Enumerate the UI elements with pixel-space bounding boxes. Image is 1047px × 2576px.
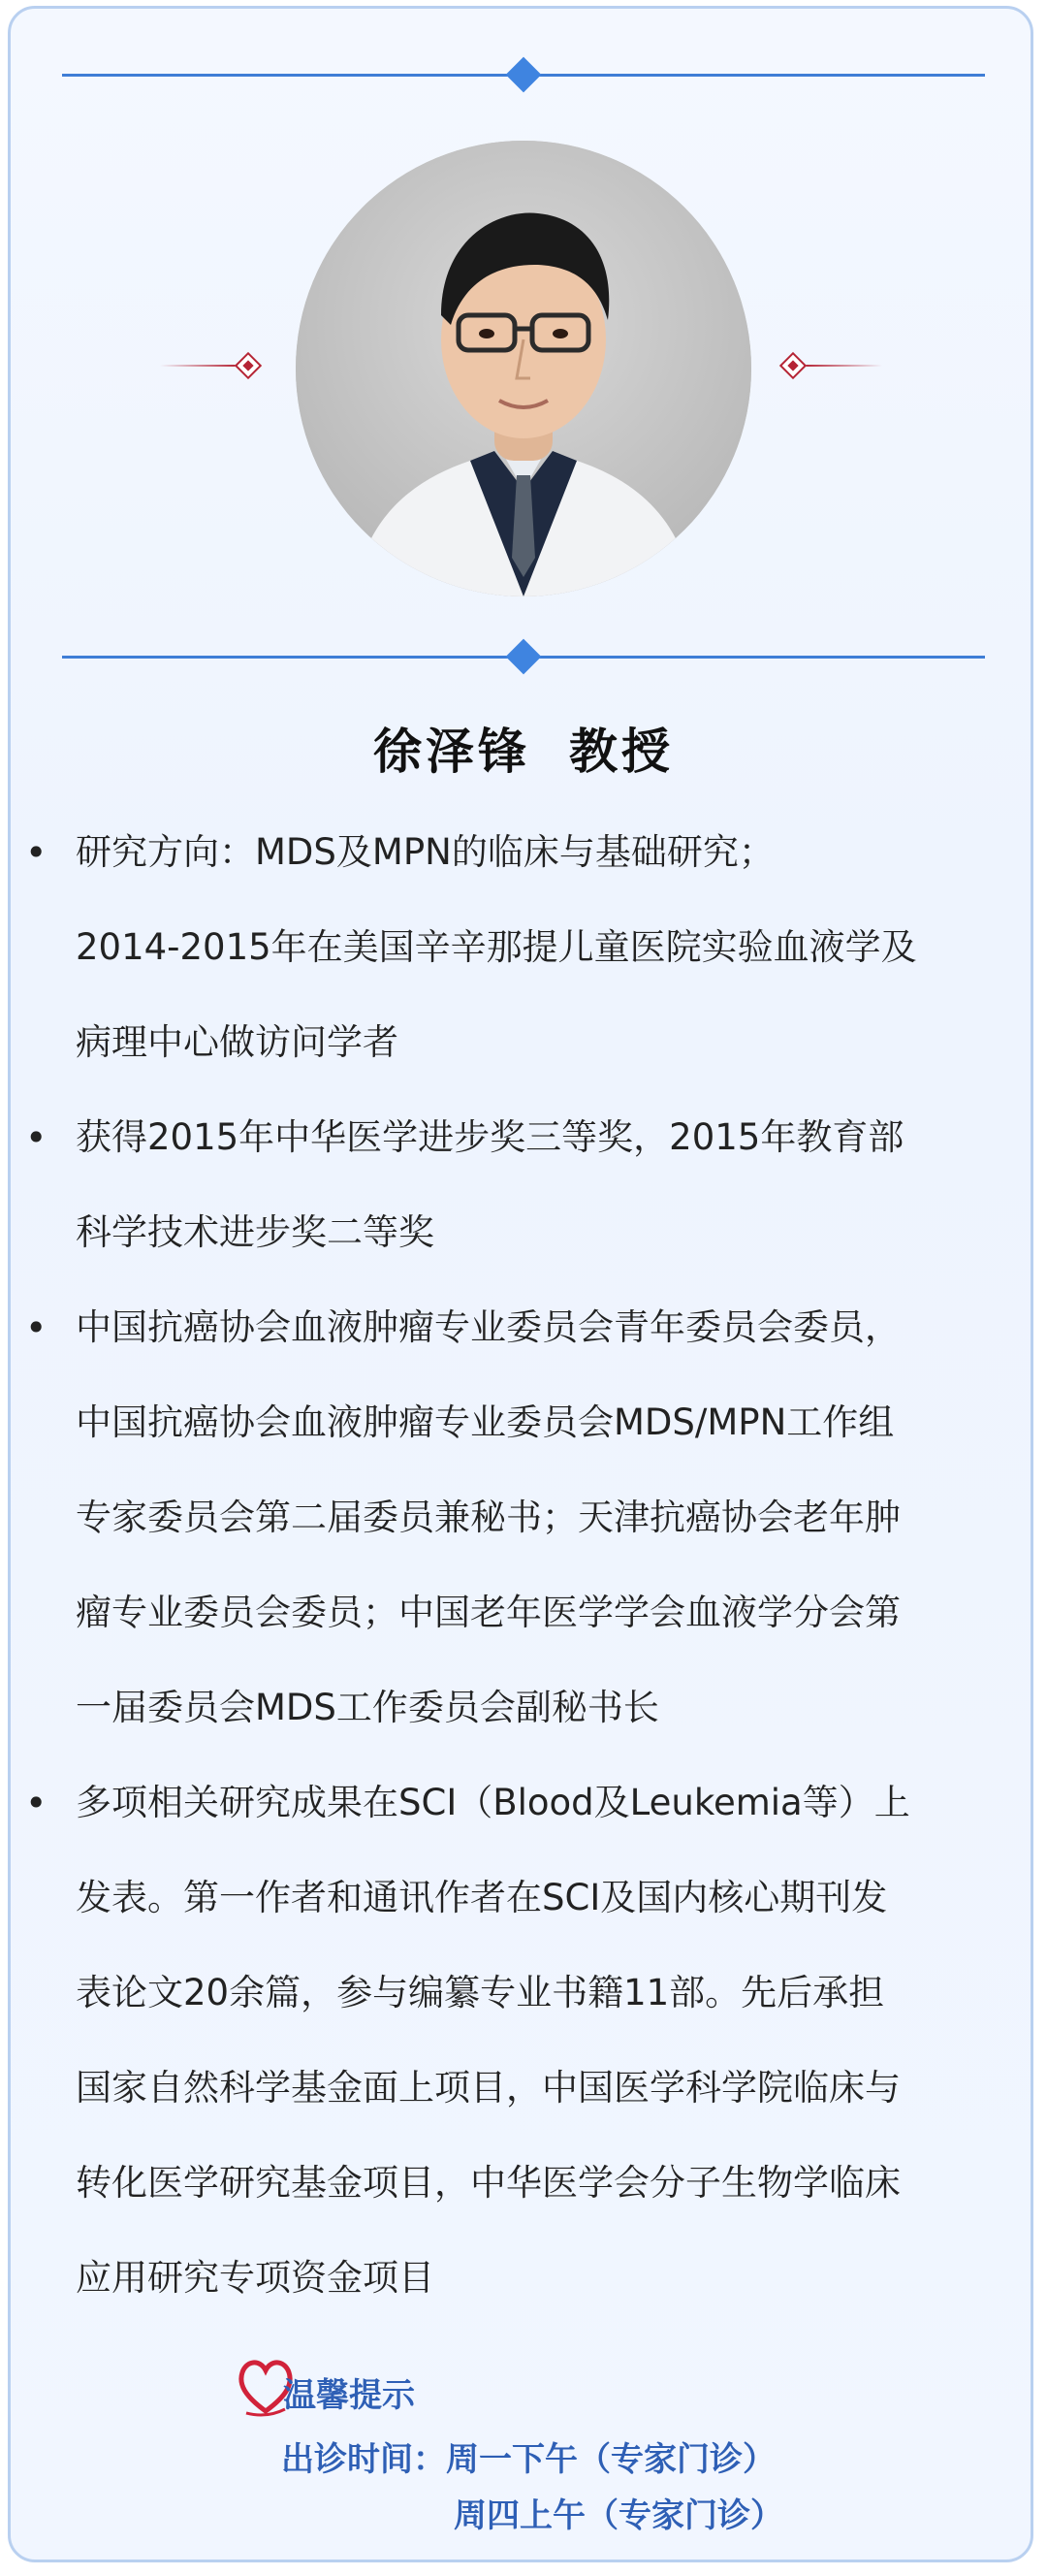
bio-line: 发表。第一作者和通讯作者在SCI及国内核心期刊发 [76, 1877, 888, 1918]
bio-line: 应用研究专项资金项目 [76, 2257, 434, 2299]
bio-line: • 多项相关研究成果在SCI（Blood及Leukemia等）上 [76, 1782, 910, 1823]
bio-line: 科学技术进步奖二等奖 [76, 1211, 434, 1253]
right-ornament-line [805, 365, 882, 367]
bio-line: 一届委员会MDS工作委员会副秘书长 [76, 1687, 659, 1728]
tip-title: 温馨提示 [283, 2376, 415, 2415]
bio-item-research [76, 805, 1006, 1090]
bio-item-awards [76, 1090, 1006, 1280]
bio-line: 国家自然科学基金面上项目，中国医学科学院临床与 [76, 2067, 901, 2109]
bio-item-publications [76, 1755, 1006, 2326]
bio-line: • 获得2015年中华医学进步奖三等奖，2015年教育部 [76, 1116, 904, 1158]
bio-line: 转化医学研究基金项目，中华医学会分子生物学临床 [76, 2162, 901, 2204]
bio-line: • 中国抗癌协会血液肿瘤专业委员会青年委员会委员， [76, 1306, 901, 1348]
doctor-name: 徐泽锋 [373, 724, 530, 780]
clinic-time-row [281, 2432, 776, 2480]
bio-line: 病理中心做访问学者 [76, 1021, 398, 1063]
bio-line: 2014-2015年在美国辛辛那提儿童医院实验血液学及 [76, 926, 917, 968]
doctor-title: 教授 [569, 724, 674, 780]
bio-item-positions [76, 1280, 1006, 1755]
doctor-portrait [296, 141, 751, 596]
bio-line: • 研究方向：MDS及MPN的临床与基础研究； [76, 831, 775, 873]
left-ornament-line [160, 365, 238, 367]
clinic-time-row-2 [454, 2489, 783, 2536]
portrait-illustration [296, 141, 751, 596]
bio-line: 专家委员会第二届委员兼秘书；天津抗癌协会老年肿 [76, 1497, 901, 1538]
clinic-time-monday: 周一下午（专家门诊） [446, 2440, 776, 2479]
clinic-time-label: 出诊时间： [281, 2440, 446, 2479]
bio-line: 中国抗癌协会血液肿瘤专业委员会MDS/MPN工作组 [76, 1401, 895, 1443]
bio-line: 瘤专业委员会委员；中国老年医学学会血液学分会第 [76, 1592, 901, 1633]
bio-line: 表论文20余篇，参与编纂专业书籍11部。先后承担 [76, 1972, 885, 2013]
clinic-time-thursday: 周四上午（专家门诊） [454, 2496, 783, 2535]
bio-list [76, 805, 1006, 2326]
doctor-name-title [0, 713, 1047, 783]
